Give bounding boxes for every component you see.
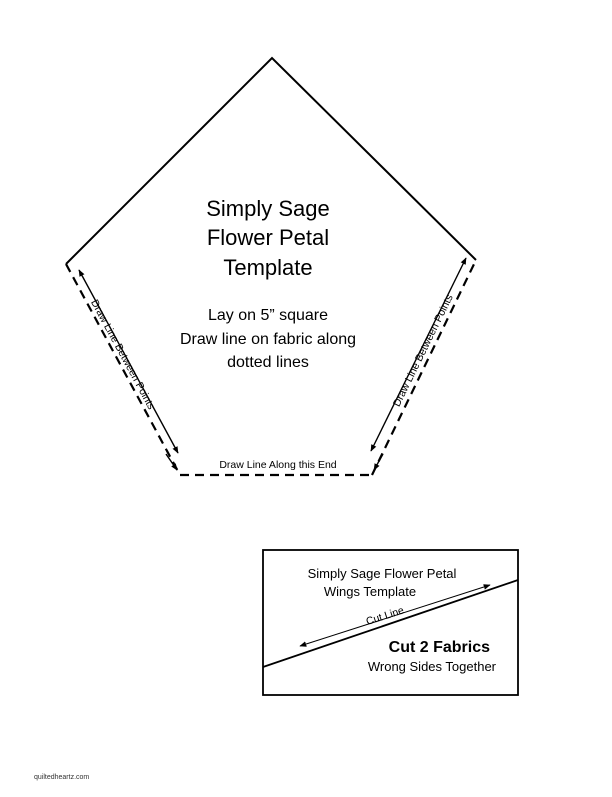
wings-title-line1: Simply Sage Flower Petal — [307, 566, 457, 581]
footer-site: quiltedheartz.com — [34, 774, 90, 781]
petal-title-line2: Flower Petal — [206, 225, 330, 250]
bottom-left-corner-arrow — [166, 454, 177, 470]
petal-left-dashed-edge — [66, 264, 180, 475]
petal-right-dashed-edge — [372, 260, 476, 475]
petal-instruction-line2: Draw line on fabric along — [179, 331, 357, 348]
cut-line-label: Cut Line — [364, 604, 406, 628]
left-side-label: Draw Line Between Points — [88, 297, 158, 412]
petal-title-line1: Simply Sage — [206, 196, 330, 221]
wings-title-line2: Wings Template — [323, 584, 417, 599]
right-side-label: Draw Line Between Points — [390, 292, 456, 409]
bottom-edge-label: Draw Line Along this End — [219, 459, 337, 471]
petal-instruction-line3: dotted lines — [227, 354, 309, 371]
bottom-right-corner-arrow — [374, 454, 383, 470]
cut-fabrics-instruction: Cut 2 Fabrics — [388, 639, 490, 656]
petal-instruction-line1: Lay on 5” square — [207, 307, 329, 324]
petal-title-line3: Template — [223, 255, 313, 280]
wrong-sides-instruction: Wrong Sides Together — [367, 659, 496, 674]
